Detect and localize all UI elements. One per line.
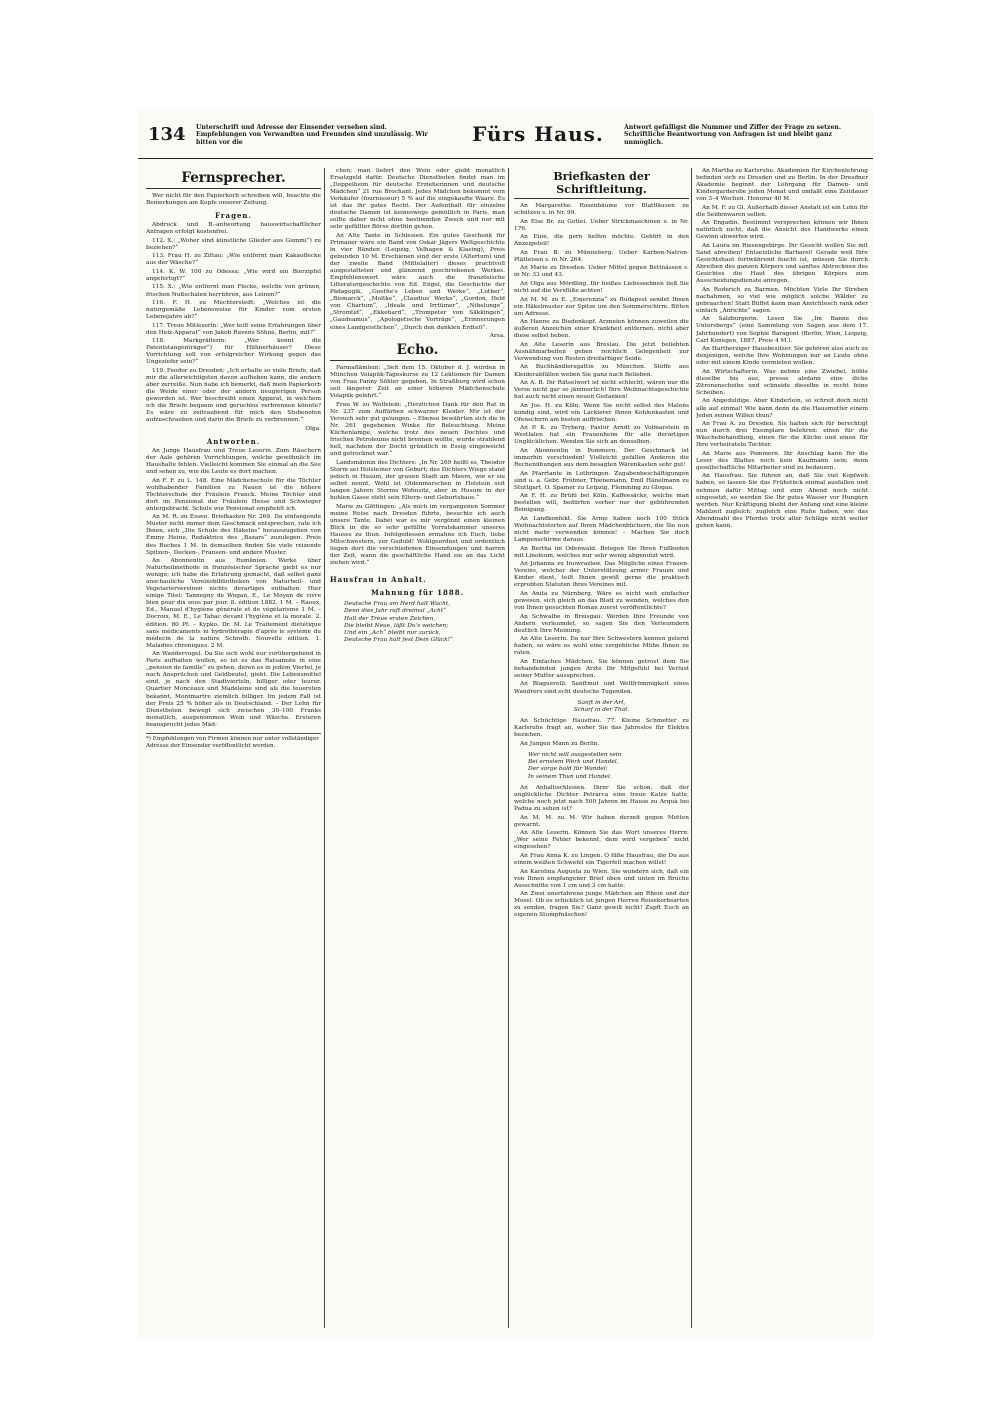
- letter-reply: An Angeduldige. Aber Kinderlein, so schreit doch nicht alle auf einmal! Wie kann denn da die Hausmutter einem Jeden seinen Willen thun?: [696, 398, 868, 419]
- motto-line: Sanft in der Art,: [577, 699, 626, 706]
- letter-reply: An Martha zu Karlsruhe. Akademien für Kirchenlehrung befinden sich zu Dresden und zu Berlin. In der Dresdner Akademie beginnt der Lehrgang für Damen- und Kindergarderobe jeden Monat und umfaßt eine Zeitdauer von 3–4 Wochen. Honorar 40 M.: [696, 168, 868, 203]
- answer-item: An Abonnentin aus Rumänien. Werke über Naturheilmethode in französischer Sprache giebt es nur wenige; ich habe die Erfahrung gemacht, daß selbst ganz anschauliche Vereinsbibliotheken von Naturheil- und Vegetariervereinen nichts derartiges enthalten. Hier einige Titel: Tannegny de Wogan, E., Le Moyen de vivre bien pour dix sous par jour. 8. édition 1882. 1 M. – Raoux, Ed., Manuel d'hygiène générale et de végétarisme 1 M. – Docroix, M. E., Le Tabac devant l'hygiène et la morale. 2. édition. 80 Pf. – Kypko. Dr. M. Le Traitement diététique sans médicaments ni hydrothérapie d'après le système du médecin de la nature Schroth. Nouvelle édition. 1. Maladies chroniques. 2 M.: [146, 558, 321, 649]
- question-item: 112. X.: „Woher sind künstliche Glieder aus Gummi“) zu beziehen?“: [146, 237, 321, 251]
- question-item: 115. X.: „Wie entfernt man Flecke, welche von grünen, frischen Nußschalen herrühren, aus Leinen?“: [146, 284, 321, 298]
- letter-reply: An Buchhändlersgattin zu München. Stoffe aus Kleiderabfällen weben Sie ganz nach Belieben.: [514, 364, 689, 378]
- question-item: 117. Treue Mitleserin: „Wer teilt seine Erfahrungen über den Heiz-Apparat“ von Jakob Ravens Söhne, Berlin, mit?“: [146, 322, 321, 336]
- letter-reply: An Eine, die gern helfen möchte. Gehört in den Anzeigeteil!: [514, 234, 689, 248]
- echo-item: Landsmännin des Dichters: „In Nr. 269 heißt es, Theodor Storm sei Holsteiner von Geburt; des Dichters Wiege stand jedoch in Husum, der grauen Stadt am Meere, wie er sie selbst nennt. Wohl ist Oldenmarschen in Holstein seit langen Jahren Storms Wohnsitz, aber in Husum in der hohlen Gasse steht sein Eltern- und Geburtshaus.“: [330, 459, 505, 501]
- column-briefkasten-continued: [696, 168, 868, 1333]
- letter-reply: An Johanna zu Inowrazlaw. Das Mögliche eines Frauen-Vereins, welcher der Unterstützung armer Frauen und Kinder dient, teilt Ihnen gewiß gerne die praktisch erprobten Statuten ihres Vereines mit.: [514, 561, 689, 589]
- column-rule: [691, 168, 692, 1328]
- letter-reply: An Schüchtige Hausfrau. 77. Kleine Schmetter zu Karlsruhe fragt an, woher Sie das Jahreslos für Elektra beziehen.: [514, 718, 689, 739]
- verse-line: Wer nicht will ausgestellen sein: [528, 751, 622, 758]
- article-paragraph: An Alte Tante in Schlesien. Ein gutes Geschenk für Primaner wäre ein Band von Oskar Jägers Weltgeschichte in vier Bänden (Leipzig, Velhagen & Klasing), Preis gebunden 10 M. Erschienen sind der erste (Altertum) und der zweite Band (Mittelalter) dieses prachtvoll ausgestatteten und glänzend geschriebenen Werkes. Empfehlenswert wäre auch die französische Litteraturgeschichte von Ed. Engel, die Geschichte der Pädagogik, „Goethe's Leben und Werke“, „Luther“, „Bismarck“, „Moltke“, „Claudius' Werke“, „Gordon, Held von Chartum“, „Ideale und Irrtümer“, „Nibelunge“, „Stromtid“, „Ekkehard“, „Trompeter von Säkkingen“, „Gaudeamus“, „Apologetische Vorträge“, „Erinnerungen eines Landgeistlichen“, „Durch den dunklen Erdteil“.: [330, 232, 505, 331]
- column-fernsprecher: [146, 168, 321, 1333]
- section-heading-echo: Echo.: [330, 342, 505, 361]
- letter-reply: An Alte Leserin. Da nur Ihre Schwestern kennen gelernt haben, so wäre es wohl eine vergebliche Mühe Ihnen zu raten.: [514, 636, 689, 657]
- verse-line: Der sorge bald für Wandel;: [528, 766, 608, 773]
- header-left-note: Unterschrift und Adresse der Einsender versehen sind. Empfehlungen von Verwandten und Freunden sind unzulässig. Wir bitten vor die: [196, 124, 428, 146]
- answer-item: An F. F. zu L. 148. Eine Mädchenschule für die Töchter wohlhabender Familien zu Nauen ist die höhere Töchterschule der Fräulein Franck. Meine Töchter sind dort im Pensionat der Fräulein Hesse und Schwieger untergebracht. Schule wie Pensionat empfiehlt ich.: [146, 477, 321, 512]
- verse-line: Bei ernstem Werk und Handel,: [528, 759, 619, 766]
- echo-item: Marie zu Göttingen: „Als mich im vergangenen Sommer meine Reise nach Dresden führte, besuchte ich auch unsere Tante. Dabei war es mir vergönnt einen kleinen Blick in die so sehr gefüllte Vorratskammer unseres Hauses zu thun. Infolgedessen ermahne ich Euch, liebe Mitschwestern, zur Geduld! Wohlgeordnet und ordentlich liegen dort die verschiedenen Einsendungen und harren der Zeit, wann die geschäftliche Hand sie an das Licht ziehen wird.“: [330, 503, 505, 566]
- letter-reply: An Zwei unerfahrene junge Mädchen am Rhein und der Mosel. Ob es schicklich ist jungen Herren Reisekorbsarten zu senden, fragen Sie? Ganz gewiß nicht! Zupft Euch an eigenen Stumpfnäschen!: [514, 891, 689, 919]
- letter-reply: An M. M. zu M. Wir haben derzeit gegen Motten gewarnt.: [514, 814, 689, 828]
- letter-reply: An Frau A. zu Dresden. Sie halten sich für berechtigt nun durch drei Exemplare belehren: einen für die Wäschebehandlung, einen für die Küche und einen für Ihre verheiratete Tochter.: [696, 421, 868, 449]
- letter-reply: An Engadin. Bestimmt versprechen können wir Ihnen natürlich nicht, daß die Ansicht des Handwerks einen Gewinn abwerfen wird.: [696, 220, 868, 241]
- letter-reply: An Jos. H. zu Köln. Wenn Sie nicht selbst des Malens kundig sind, wird ein Lackierer Ihnen Kohlenkasten und Ofenschirm am besten auffrischen.: [514, 402, 689, 423]
- letter-reply: An Alte Leserin aus Breslau. Die jetzt beliebten Ausnähmarbeiten geben reichlich Gelegenheit zur Verwendung von Resten dreifarbiger Seide.: [514, 341, 689, 362]
- subheading-fragen: Fragen.: [215, 211, 252, 221]
- masthead-title: Fürs Haus.: [472, 122, 604, 146]
- letter-reply: An A. B. Ihr Rätselwort ist nicht schlecht, wären nur die Verse nicht gar so jämmerlich! Ihre Weihnachtsgeschichte hat auch nicht einen neuen Gedanken!: [514, 380, 689, 401]
- poem-title: Hausfrau in Anhalt.: [330, 574, 427, 584]
- letter-reply: An M. M. zu E. „Emerenzia“ zu Budapest sendet Ihnen ein Häkelmuster zur Spitze um den Sommerschirm. Bitten um Adresse.: [514, 296, 689, 317]
- poem-line: Halt der Treue ersten Zeichen,: [344, 615, 436, 622]
- letter-reply: An Else Br. zu Gottei. Ueber Strickmaschinen s. in Nr. 176.: [514, 218, 689, 232]
- answer-item: An Wandervogel. Da Sie sich wohl nur vorübergehend in Paris aufhalten wollen, so ist es das Ratsamste in eine „pension de famille“ zu gehen, deren es in jedem Viertel, je nach Ansprüchen und Geldbeutel, giebt. Die Lebensmittel sind, je nach den Stadtvierteln, billiger oder teurer. Quartier Monceaux und Madeleine sind als die teuersten bekannt, Montmartre ziemlich billiger. Im jedem Fall ist der Preis 25 % höher als in Deutschland. – Der Lohn für Dienstboten bewegt sich zwischen 30–100 Franks monatlich, ausgenommen Wein und Wäsche. Ersteren beansprucht jedes Mäd-: [146, 651, 321, 728]
- section-heading-briefkasten: Briefkasten der Schriftleitung.: [514, 170, 689, 199]
- verse: [528, 752, 689, 781]
- header-right-note: Antwort gefälligst die Nummer und Ziffer der Frage zu setzen. Schriftliche Beantwortung von Anfragen ist und bleibt ganz unmöglich.: [624, 124, 842, 146]
- letter-reply: An Margarethe. Rosenbäume vor Blattläusen zu schützen s. in Nr. 99.: [514, 203, 689, 217]
- letter-reply: An Karolina Augusta zu Wien. Sie wundern sich, daß ein von Ihnen empfangener Brief oben und unten im Bruche Ausschnitte von 1 cm und 3 cm hatte.: [514, 868, 689, 889]
- letter-reply: An Marie zu Dresden. Ueber Mittel gegen Bettnässen s. in Nr. 33 und 43.: [514, 265, 689, 279]
- letter-reply: An Pfarrtante in Lothringen. Zugabenbeschäftigungen sind u. a. Gebr. Fröbner, Thienemann, Emil Hänelmann zu Stuttgart, O. Spamer zu Leipzig, Flemming zu Glogau.: [514, 470, 689, 491]
- column-rule: [324, 168, 325, 1328]
- echo-item: Parmaflämlein: „Seit dem 15. Oktober d. J. wurden in München Volapük-Tageskurse zu 12 Lektionen für Damen von Frau Fanny Söhler gegeben. In Straßburg wird schon seit längerer Zeit an einer höheren Mädchenschule Volapük gelehrt.“: [330, 365, 505, 400]
- column-rule: [508, 168, 509, 1328]
- letter-reply: An Anhaltischlesien. Ihrer Sie schon, daß der unglückliche Dichter Petrarca eine treue Katze hatte, welche noch jetzt nach 500 Jahren im Hause zu Arquà bei Padua zu sehen ist?: [514, 785, 689, 813]
- poem-line: Deutsche Frau am Herd halt Wacht,: [344, 600, 451, 607]
- letter-reply: An Olga aus Mördling. Ihr heißes Liebessehnen ließ Sie nicht auf die Versfüße achten!: [514, 280, 689, 295]
- letter-reply: An Bertha im Odenwald. Belegen Sie Ihren Fußboden mit Linoleum, welches nur sehr wenig abgenutzt wird.: [514, 545, 689, 559]
- poem-line: Denn dies Jahr ruft dreimal „Acht“: [344, 608, 447, 615]
- signature: Olga.: [305, 425, 321, 432]
- verse-line: In seinem Thun und Handel.: [528, 773, 612, 780]
- letter-reply: An Schwalbe in Breisgau. Werden Ihre Freunde von Andern verleumdet, so sagen Sie den Verleumdern deutlich Ihre Meinung.: [514, 613, 689, 634]
- letter-reply: An M. F. zu Gl. Außerhalb dieser Anstalt ist ein Lohn für die Seidenwaren selten.: [696, 204, 868, 218]
- poem-line: Die bleibt Neue, läßt Du's weichen;: [344, 622, 449, 629]
- letter-reply: An Hartherziger Hausbesitzer. Sie gehören also auch zu denjenigen, welche Ihre Wohnungen nur an Leute ohne oder mit einem Kinde vermieten wollen.: [696, 346, 868, 367]
- fragen-intro: Abdruck und B.-antwortung hauswirtschaftlicher Anfragen erfolgt kostenfrei.: [146, 222, 321, 236]
- footnote: *) Empfehlungen von Firmen können nur unter vollständiger Adresse der Einsender veröffentlicht werden.: [146, 733, 321, 750]
- letter-reply: An Einfaches Mädchen. Sie können getrost dem Sie behandelnden jungen Arzte Ihr Mitgefühl bei Verlust seiner Mutter aussprechen.: [514, 658, 689, 679]
- column-continued: [330, 168, 505, 1333]
- poem-line: Deutsche Frau halt fest Dein Glück!“: [344, 637, 453, 644]
- letter-reply: An P. K. zu Tryberg. Pastor Arndt zu Volmarstein in Westfalen hat ein Frauenheim für alle derartigen Unglücklichen. Wenden Sie sich an denselben.: [514, 425, 689, 446]
- column-briefkasten: [514, 168, 689, 1333]
- question-item: 116. F. H. zu Mechterstedt: „Welches ist die naturgemäße Lebensweise für Kinder vom ersten Lebensjahre ab?“: [146, 300, 321, 321]
- letter-reply: An Salzburgerin. Lesen Sie „Im Banne des Untersbergs“ (eine Sammlung von Sagen aus dem 17. Jahrhundert) von Sophie Baragont (Berlin, Wien, Leipzig, Carl Konegen, 1887, Preis 4 M.).: [696, 316, 868, 344]
- page-header: [138, 120, 873, 159]
- question-item: 114. K. W. 100 zu Odessa: „Wie wird ein Bierzipfel angefertigt?“: [146, 268, 321, 282]
- echo-item: Frau W. zu Wolfstein: „Herzlichen Dank für den Rat in Nr. 237 zum Auffärben schwarzer Kleider. Mir ist der Versuch sehr gut gelungen. – Ebenso bewährten sich die in Nr. 261 gegebenen Winke für Beleuchtung. Meine Küchenlampe, welche trotz des neuen Dochtes und frischen Petroleums nicht brennen wollte, wurde strahlend hell, nachdem der Docht gründlich in Essig eingeweicht und getrocknet war.“: [330, 401, 505, 458]
- letter-reply: An Anita zu Nürnberg. Wäre es nicht weit einfacher gewesen, sich gleich an das Blatt zu wenden, welches den von Ihnen gesuchten Roman zuerst veröffentlichte?: [514, 590, 689, 611]
- motto-line: Scharf in der That.: [573, 706, 630, 713]
- letter-reply: An Frau B. zu Münneberg. Ueber Karbon-Natron-Plätteisen s. in Nr. 264.: [514, 249, 689, 263]
- newspaper-page: [138, 108, 873, 1340]
- poem-line: Und ein „Ach“ bleibt nur zurück,: [344, 630, 441, 637]
- poem-subtitle: Mahnung für 1888.: [370, 587, 465, 597]
- letter-reply: An Roderich zu Barmen. Möchten Viele Ihr Streben nachahmen, so viel wie möglich solche Wälder zu gebrauchen! Statt Büffet kann man Anrichtesch rank oder einfach „Anrichte“ sagen.: [696, 286, 868, 314]
- intro-text: Wer nicht für den Papierkorb schreiben will, beachte die Bemerkungen am Kopfe unserer Zeitung.: [146, 193, 321, 207]
- letter-reply: An Wirtschafterin. Was nehme eine Zwiebel, höhle dieselbe bis aus, presse alsdann eine dicke Zitronenscheibe und schneide dieselbe in recht feine Scheiben.: [696, 368, 868, 396]
- letter-reply: An Alte Leserin. Können Sie das Wort unseres Herrn: „Wer seine Fehler bekennt, dem wird vergeben“ nicht eingesehen?: [514, 830, 689, 851]
- page-number: 134: [148, 124, 186, 145]
- question-item: 118. Markgräflerin: „Wer kennt die Patentstangenträger“) für Hühnerhäuser? Diese Vorrichtung soll von erfolgreicher Wirkung gegen das Ungeziefer sein?“: [146, 338, 321, 366]
- section-heading-fernsprecher: Fernsprecher.: [146, 170, 321, 189]
- answer-item: An Junge Hausfrau und Treue Leserin. Zum Räuchern der Aale gehören Vorrichtungen, welche gewöhnlich im Haushalte fehlen. Vielleicht kommen Sie einmal an die See und sehen zu, wie die Leute es dort machen.: [146, 447, 321, 476]
- letter-reply: An Hausfrau. Sie führen an, daß Sie viel Kopfweh haben, so lassen Sie das Frühstück einmal ausfallen und nehmen dafür Mittag und zum Abend noch nicht eingesetzt, so werden Sie Ihr gutes Wasser vor Hungern werden. Nur Kräftigung bleibt der Anfang und eine kleine Mahlzeit zugleich; zugleich eine Ruhe haben, wie das Abendmahl des Pferdes trotz aller Schläge nicht weiter gehen kann.: [696, 473, 868, 529]
- letter-reply: An Abonnentin in Pommern. Der Geschmack ist immerhin verschieden! Vielleicht gefallen Anderen die Rechenübungen aus dem besagten Wärenkasten sehr gut!: [514, 448, 689, 469]
- letter-reply: An Laura im Riesengebirge. Ihr Gesicht wollen Sie mit Sand abreiben! Entsetzliche Barbarei! Gerade weil Ihre Gesichtshaut fortwährend feucht ist, müssen Sie durch Abreiben des ganzen Körpers und sanftes Abtrocknen des Gesichtes die Haut des übrigen Körpers zum Ausscheidungsdienste anregen.: [696, 242, 868, 285]
- motto: [514, 700, 689, 715]
- answer-item: An M. R. zu Essen. Briefkasten Nr. 269. Da einfangende Muster nicht immer dem Geschmack entsprechen, rate ich Ihnen, sich „Die Schule des Häkelns“ herauszugeben von Emmy Heine, Redaktrice des „Bazars“ zuzulegen. Preis des Buches 1 M. In demselben finden Sie viele reizende Spitzen-, Decken-, Fransen- und andere Muster.: [146, 514, 321, 556]
- letter-reply: An Jungen Mann zu Berlin.: [520, 740, 600, 747]
- article-paragraph: chen; man liefert den Wein oder giebt monatlich Ersatzgeld dafür. Deutsche Dienstboten findet man im „Doppelheim für deutsche Erzieherinnen und deutsche Mädchen“ 21 rue Brochant. Jedes Mädchen bekommt vom Verkäufer (fournisseur) 5 % auf die eingekaufte Waare. Es ist das ihr gutes Recht. Der Aufenthalt für einzelne deutsche Damen ist keineswegs gemütlich in Paris, man sollte daher nicht ohne bestimmten Zweck und nur mit sehr gefüllter Börse dorthin gehen.: [330, 168, 505, 231]
- poem: [344, 601, 505, 645]
- letter-reply: An Frau Anna K. zu Lingen. O füße Hausfrau, die Du aus einem weißen Schwefel ein Tigerfell machen willst!: [514, 852, 689, 866]
- question-item: 119. Feodor zu Dresden: „Ich erhalte so viele Briefe, daß mir die allerwichtigsten davon aufheben kann, die andern aber zerreiße. Nun habe ich bemerkt, daß mein Papierkorb die Weide einer oder der andern neugierigen Person geworden ist. Wer beschreibt einen Apparat, in welchem ich die Briefe bequem und geruchlos verbrennen könnte? Es wäre zu zeitraubend für mich den Stubenofen aufzuschrauben und darin die Briefe zu verbrennen.“: [146, 367, 321, 424]
- letter-reply: An Landkonfekt. Sie Arme haben noch 100 Stück Weihnachtstorten auf Ihren Mädchenbüchern, die Sie nun nicht mehr verwenden können! – Machen Sie doch Lampenschirme daraus.: [514, 515, 689, 544]
- letter-reply: An Marie aus Pommern. Ihr Anschlag kann für die Leser des Blattes noch kein Kaufmann sein; denn gesellschaftliche Mitarbeiter sind zu bedauern.: [696, 450, 868, 471]
- question-item: 113. Frau H. zu Zittau: „Wie entfernt man Kakaoflecke aus der Wäsche?“: [146, 253, 321, 267]
- subheading-antworten: Antworten.: [206, 436, 261, 446]
- letter-reply: An Hanne zu Biedenkopf. Arzneien können zuweilen die äußeren Anzeichen einer Krankheit entfernen, nicht aber diese selbst heben.: [514, 319, 689, 340]
- letter-reply: An F. H. zu Brühl bei Köln. Kaffeesäcke, welche man bestellen will, bedürfen vorher nur der gebührenden Reinigung.: [514, 493, 689, 514]
- signature: Arsa.: [489, 333, 505, 340]
- letter-reply: An Blaguerelli. Sanftmut und Weltfrömmigkeit eines Wandrers sind echt deutsche Tugenden.: [514, 681, 689, 695]
